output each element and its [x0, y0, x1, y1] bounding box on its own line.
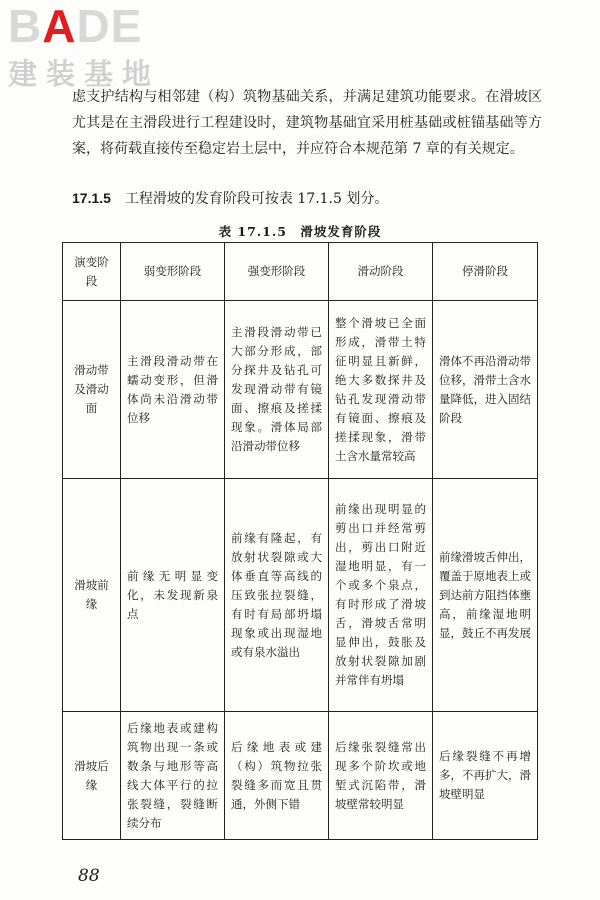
table-header-cell: 停滑阶段	[433, 243, 538, 301]
logo-wordmark	[8, 2, 176, 50]
body-paragraph: 虑支护结构与相邻建（构）筑物基础关系，并满足建筑功能要求。在滑坡区尤其是在主滑段进行工程建设时，建筑物基础宜采用桩基础或桩锚基础等方案，将荷载直接传至稳定岩土层中，并应符合本规范第 7 章的有关规定。	[72, 89, 542, 157]
table-row	[63, 479, 538, 712]
table-header-cell: 弱变形阶段	[121, 243, 225, 301]
table-cell: 前缘有隆起，有放射状裂隙或大体垂直等高线的压致张拉裂缝，有时有局部坍塌现象或出现湿地或有泉水溢出	[225, 479, 329, 712]
table-cell: 前缘滑坡舌伸出，覆盖于原地表上或到达前方阻挡体壅高，前缘湿地明显，鼓丘不再发展	[433, 479, 538, 712]
table-cell: 整个滑坡已全面形成，滑带土特征明显且新鲜，绝大多数探井及钻孔发现滑动带有镜面、擦痕及搓揉现象，滑带土含水量常较高	[329, 301, 433, 479]
table-caption: 表 17.1.5 滑坡发育阶段	[218, 224, 382, 239]
clause-text: 工程滑坡的发育阶段可按表 17.1.5 划分。	[124, 191, 389, 207]
landslide-stage-table	[62, 242, 538, 840]
table-cell: 后缘地表或建构筑物出现一条或数条与地形等高线大体平行的拉张裂缝，裂缝断续分布	[121, 712, 225, 840]
logo-letters-de: DE	[76, 0, 143, 52]
table-cell: 滑体不再沿滑动带位移，滑带土含水量降低，进入固结阶段	[433, 301, 538, 479]
table-cell: 后缘张裂缝常出现多个阶坎或地堑式沉陷带，滑坡壁常较明显	[329, 712, 433, 840]
row-stage-label: 滑坡前缘	[63, 479, 121, 712]
logo-subtitle: 建装基地	[8, 57, 161, 91]
table-header-cell: 强变形阶段	[225, 243, 329, 301]
table-row	[63, 712, 538, 840]
table-cell: 前缘出现明显的剪出口并经常剪出，剪出口附近湿地明显，有一个或多个泉点，有时形成了滑坡舌，滑坡舌常明显伸出，鼓胀及放射状裂隙加剧并常伴有坍塌	[329, 479, 433, 712]
table-row	[63, 301, 538, 479]
logo-letter-b: B	[8, 0, 43, 52]
table-header-cell: 演变阶段	[63, 243, 121, 301]
logo-letter-a: A	[42, 0, 77, 52]
row-stage-label: 滑坡后缘	[63, 712, 121, 840]
row-stage-label: 滑动带及滑动面	[63, 301, 121, 479]
page-number: 88	[78, 866, 100, 886]
clause-line	[72, 188, 388, 208]
table-header-row	[63, 243, 538, 301]
table-cell: 前缘无明显变化，未发现新泉点	[121, 479, 225, 712]
table-cell: 后缘地表或建（构）筑物拉张裂缝多而宽且贯通，外侧下错	[225, 712, 329, 840]
table-header-cell: 滑动阶段	[329, 243, 433, 301]
table-cell: 主滑段滑动带在蠕动变形，但滑体尚未沿滑动带位移	[121, 301, 225, 479]
table-cell: 主滑段滑动带已大部分形成，部分探井及钻孔可发现滑动带有镜面、擦痕及搓揉现象。滑体局部沿滑动带位移	[225, 301, 329, 479]
clause-number: 17.1.5	[72, 190, 111, 206]
brand-logo	[8, 2, 176, 94]
table-cell: 后缘裂缝不再增多，不再扩大，滑坡壁明显	[433, 712, 538, 840]
